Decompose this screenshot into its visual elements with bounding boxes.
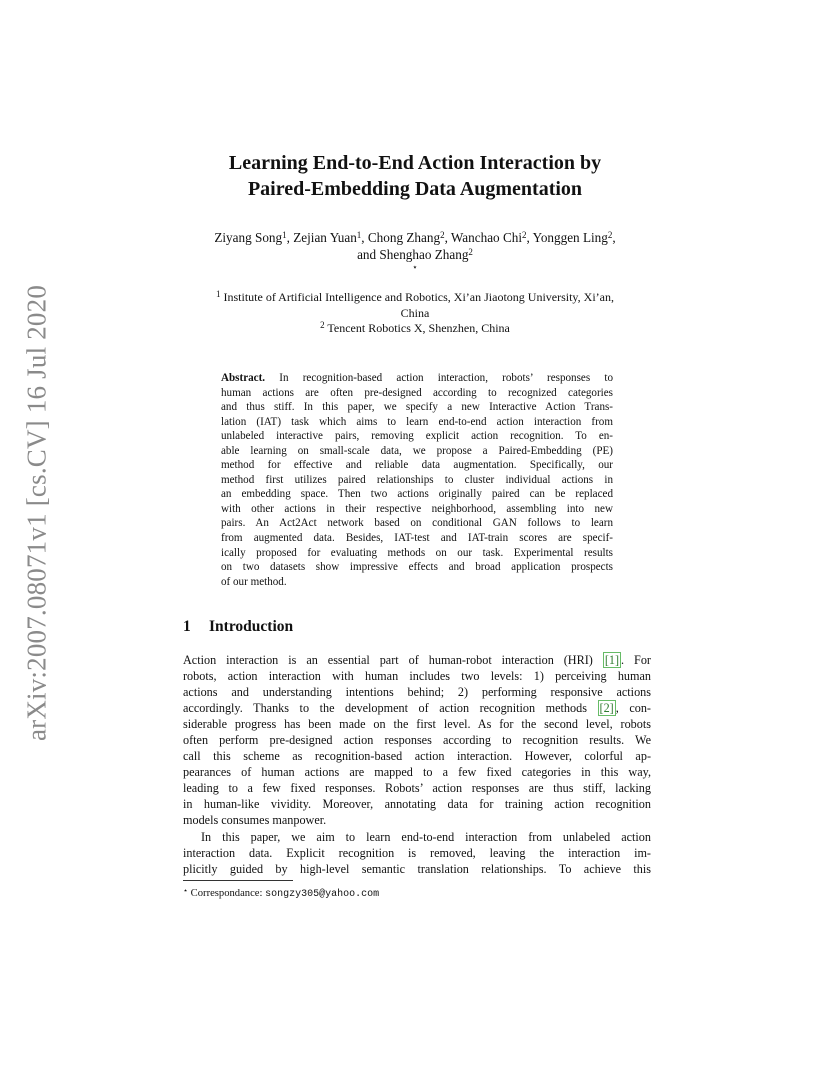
affil-marker: 2 (320, 320, 325, 330)
footnote-star: ⋆ (183, 886, 189, 895)
body-line: robots, action interaction with human includes two levels: 1) perceiving human (183, 669, 651, 684)
abstract-line: able learning on small-scale data, we propose a Paired-Embedding (PE) (221, 444, 613, 457)
abstract-line: method for effective and reliable data augmentation. Specifically, our (221, 459, 613, 472)
affil-marker: 2 (607, 230, 613, 240)
abstract (221, 371, 613, 589)
affil-marker: 2 (522, 230, 527, 240)
email-address[interactable]: songzy305@yahoo.com (265, 889, 380, 900)
abstract-line: on two datasets show impressive effects and broad application prospects (221, 561, 613, 574)
abstract-line: lation (IAT) task which aims to learn end-to-end action interaction from (221, 415, 613, 428)
body-text-span: Action interaction is an essential part of human-robot interaction (HRI) (183, 653, 603, 667)
affil-marker: 2 (440, 230, 445, 240)
body-line: pearances of human actions are mapped to a few fixed categories in this way, (183, 765, 651, 780)
affil-marker: 1 (282, 230, 287, 240)
body-line: plicitly guided by high-level semantic translation relationships. To achieve this (183, 861, 651, 876)
footnote-rule (183, 880, 293, 881)
author-connector: and (357, 247, 377, 262)
abstract-line: human actions are often pre-designed according to recognized categories (221, 386, 613, 399)
body-line: actions and understanding intentions behind; 2) performing responsive actions (183, 685, 651, 700)
author-name: Zejian Yuan (293, 230, 357, 245)
affiliation-text: Institute of Artificial Intelligence and Robotics, Xi’an Jiaotong University, Xi’an, (223, 290, 614, 304)
body-line: often perform pre-designed action responses according to recognition results. We (183, 733, 651, 748)
section-heading (183, 618, 293, 636)
author-name: Ziyang Song (214, 230, 283, 245)
paper-title (150, 150, 680, 202)
author-name: Chong Zhang (367, 230, 441, 245)
body-text (183, 652, 651, 877)
abstract-line: pairs. An Act2Act network based on conditional GAN follows to learn (221, 517, 613, 530)
body-line: models consumes manpower. (183, 813, 327, 828)
abstract-line: of our method. (221, 575, 287, 588)
author-line-1: Ziyang Song$^1$, Zejian Yuan$^1$, Chong Zhang$^2$, Wanchao Chi$^2$, Yonggen Ling$^2$, (214, 230, 616, 245)
author-name: Yonggen Ling (532, 230, 608, 245)
abstract-line: an embedding space. Then two actions originally paired can be replaced (221, 488, 613, 501)
author-name: Shenghao Zhang (379, 247, 469, 262)
citation-link[interactable]: [1] (604, 653, 620, 667)
citation-link[interactable]: [2] (599, 701, 614, 716)
corresponding-star: ⋆ (412, 262, 418, 272)
affiliation-1 (150, 290, 680, 306)
body-text-span: . For (621, 653, 651, 667)
title-line-1: Learning End-to-End Action Interaction by (228, 152, 602, 174)
body-line: in human-like vividity. Moreover, annotating data for training action recognition (183, 797, 651, 812)
body-line (183, 652, 651, 668)
title-line-2: Paired-Embedding Data Augmentation (247, 178, 583, 200)
abstract-line: and thus stiff. In this paper, we specify a new Interactive Action Trans- (221, 401, 613, 414)
abstract-text: In recognition-based action interaction, robots’ responses to (279, 372, 613, 384)
footnote-text: Correspondance: (190, 888, 266, 899)
arxiv-stamp: arXiv:2007.08071v1 [cs.CV] 16 Jul 2020 (21, 284, 52, 742)
body-text-span: , con- (615, 701, 651, 716)
abstract-line: unlabeled interactive pairs, removing explicit action recognition. To en- (221, 430, 613, 443)
affil-marker: 1 (216, 289, 221, 299)
body-line: call this scheme as recognition-based action interaction. However, colorful ap- (183, 749, 651, 764)
abstract-line: ically proposed for evaluating methods on our task. Experimental results (221, 546, 613, 559)
body-text-span: accordingly. Thanks to the development of action recognition methods (183, 701, 598, 716)
abstract-line: from augmented data. Besides, IAT-test and IAT-train scores are specif- (221, 532, 613, 545)
affiliation-text: Tencent Robotics X, Shenzhen, China (327, 321, 510, 335)
abstract-line: with other actions in their respective neighborhood, assembling into new (221, 502, 613, 515)
author-line-2 (150, 246, 680, 263)
body-line: leading to a few fixed responses. Robots’ action responses are thus stiff, lacking (183, 781, 651, 796)
affiliations (150, 290, 680, 337)
affiliation-2 (150, 321, 680, 337)
footnote (183, 886, 379, 900)
abstract-line: method first utilizes paired relationships to cluster individual actions in (221, 473, 613, 486)
abstract-line (221, 371, 613, 386)
body-line: siderable progress has been made on the first level. As for the second level, robots (183, 717, 651, 732)
affil-marker: 1 (356, 230, 362, 240)
body-line (183, 700, 651, 716)
affil-marker: 2 (468, 247, 473, 257)
author-list (150, 229, 680, 271)
section-number: 1 (183, 618, 191, 635)
abstract-label: Abstract. (221, 372, 266, 384)
body-line: interaction data. Explicit recognition is removed, leaving the interaction im- (183, 845, 651, 860)
affiliation-1-cont: China (400, 305, 430, 320)
body-line: In this paper, we aim to learn end-to-end interaction from unlabeled action (201, 829, 651, 844)
section-title: Introduction (209, 618, 294, 635)
author-name: Wanchao Chi (450, 230, 523, 245)
